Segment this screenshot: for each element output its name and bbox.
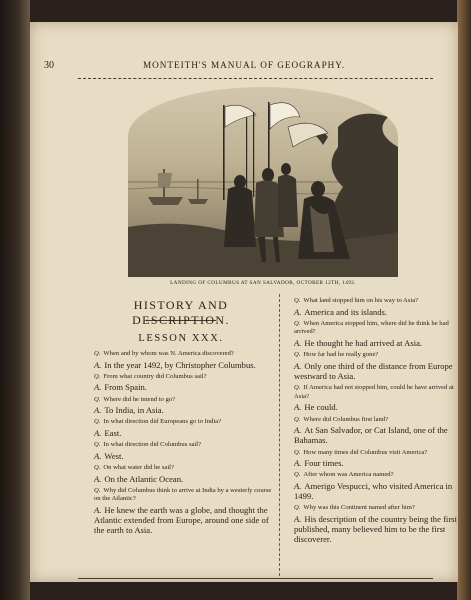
question-label: Q. [94, 463, 101, 471]
question [288, 449, 464, 458]
answer [88, 474, 274, 484]
page-number: 30 [44, 60, 54, 71]
question-label: Q. [294, 471, 301, 479]
question [88, 418, 274, 427]
answer-label: A. [294, 306, 302, 317]
left-column [88, 294, 274, 536]
question-label: Q. [294, 384, 301, 392]
question-text: Where did Columbus first land? [303, 415, 389, 423]
answer-label: A. [294, 458, 302, 469]
question [88, 350, 274, 359]
question-text: When and by whom was N. America discovered? [103, 350, 234, 357]
section-title: HISTORY AND DESCRIPTION. [132, 298, 230, 327]
question-label: Q. [294, 415, 301, 423]
question-text: What land stopped him on his way to Asia? [303, 297, 419, 304]
bottom-rule [78, 578, 433, 579]
answer-label: A. [94, 359, 102, 370]
question [88, 396, 274, 405]
answer [88, 405, 274, 415]
column-divider [279, 294, 280, 576]
question-text: In what direction did Columbus sail? [103, 441, 202, 449]
answer [288, 425, 464, 445]
question-text: Where did he intend to go? [103, 395, 176, 403]
answer-text: He thought he had arrived at Asia. [304, 337, 423, 348]
answer-label: A. [294, 480, 302, 491]
answer [88, 451, 274, 461]
left-qa-list [88, 350, 274, 536]
question [288, 384, 464, 401]
question [288, 320, 464, 337]
answer-text: On the Atlantic Ocean. [104, 473, 184, 484]
answer-label: A. [294, 337, 302, 348]
answer-label: A. [294, 360, 302, 371]
answer-text: He could. [304, 402, 338, 413]
question [88, 373, 274, 382]
answer-text: From Spain. [104, 382, 147, 393]
question-label: Q. [294, 448, 301, 456]
answer [88, 360, 274, 370]
answer [288, 481, 464, 501]
answer [288, 514, 464, 545]
answer-text: East. [104, 427, 122, 438]
answer [288, 361, 464, 381]
answer-label: A. [94, 473, 102, 484]
question-label: Q. [94, 395, 101, 403]
question-label: Q. [94, 350, 101, 357]
lesson-heading: LESSON XXX. [138, 333, 224, 344]
answer-label: A. [94, 427, 102, 438]
answer-label: A. [94, 382, 102, 393]
answer-text: Only one third of the distance from Europe westward to Asia. [294, 360, 453, 381]
right-qa-list [288, 297, 464, 545]
question-text: Why did Columbus think to arrive at India by a westerly course on the Atlantic? [94, 486, 272, 503]
book-page [30, 22, 458, 582]
page-header [30, 60, 458, 74]
header-rule [78, 78, 433, 79]
answer-text: His description of the country being the first published, many believed him to be the first discoverer. [294, 513, 457, 545]
right-column [288, 294, 464, 545]
answer-label: A. [94, 405, 102, 416]
answer [288, 458, 464, 468]
question-text: If America had not stopped him, could he have arrived at Asia? [294, 384, 454, 400]
question-text: After whom was America named? [303, 471, 394, 479]
answer-text: To India, in Asia. [104, 405, 164, 416]
answer-text: Amerigo Vespucci, who visited America in 1499. [294, 480, 453, 502]
answer [288, 402, 464, 412]
illustration-caption: LANDING OF COLUMBUS AT SAN SALVADOR, OCTOBER 12TH, 1492. [170, 280, 356, 286]
question-text: In what direction did Europeans go to India? [103, 418, 222, 426]
answer-label: A. [94, 504, 102, 515]
question [288, 504, 464, 513]
book-binding [0, 0, 30, 600]
question-text: When America stopped him, where did he think he had arrived? [294, 319, 449, 336]
answer-label: A. [294, 402, 302, 413]
answer-text: America and its islands. [304, 306, 387, 317]
answer [88, 428, 274, 438]
question-text: How many times did Columbus visit America? [303, 448, 428, 456]
answer [88, 382, 274, 392]
question [288, 471, 464, 480]
question [288, 416, 464, 425]
answer-text: He knew the earth was a globe, and thought the Atlantic extended from Europe, around one side of the earth to Asia. [94, 504, 269, 536]
question [88, 441, 274, 450]
question-label: Q. [94, 441, 101, 449]
answer-label: A. [294, 425, 302, 436]
question-text: From what country did Columbus sail? [103, 372, 207, 380]
question-label: Q. [94, 372, 101, 380]
answer-text: In the year 1492, by Christopher Columbus. [104, 359, 256, 370]
question-text: Why was this Continent named after him? [303, 504, 415, 512]
question-text: How far had he really gone? [303, 351, 379, 359]
answer-text: Four times. [304, 458, 344, 469]
question-label: Q. [94, 486, 101, 494]
question-label: Q. [294, 319, 301, 327]
question [288, 297, 464, 306]
question [88, 464, 274, 473]
columbus-landing-engraving [128, 87, 398, 277]
question-text: On what water did he sail? [103, 463, 174, 471]
answer [288, 307, 464, 317]
question [288, 351, 464, 360]
answer-label: A. [294, 513, 302, 524]
answer-label: A. [94, 450, 102, 461]
question [88, 487, 274, 504]
question-label: Q. [294, 351, 301, 359]
question-label: Q. [294, 504, 301, 512]
answer [88, 505, 274, 536]
question-label: Q. [94, 418, 101, 426]
question-label: Q. [294, 297, 301, 304]
answer [288, 338, 464, 348]
engraving-artwork [128, 87, 398, 277]
running-title: MONTEITH'S MANUAL OF GEOGRAPHY. [142, 60, 346, 70]
answer-text: At San Salvador, or Cat Island, one of the Bahamas. [294, 425, 448, 446]
answer-text: West. [104, 450, 124, 461]
